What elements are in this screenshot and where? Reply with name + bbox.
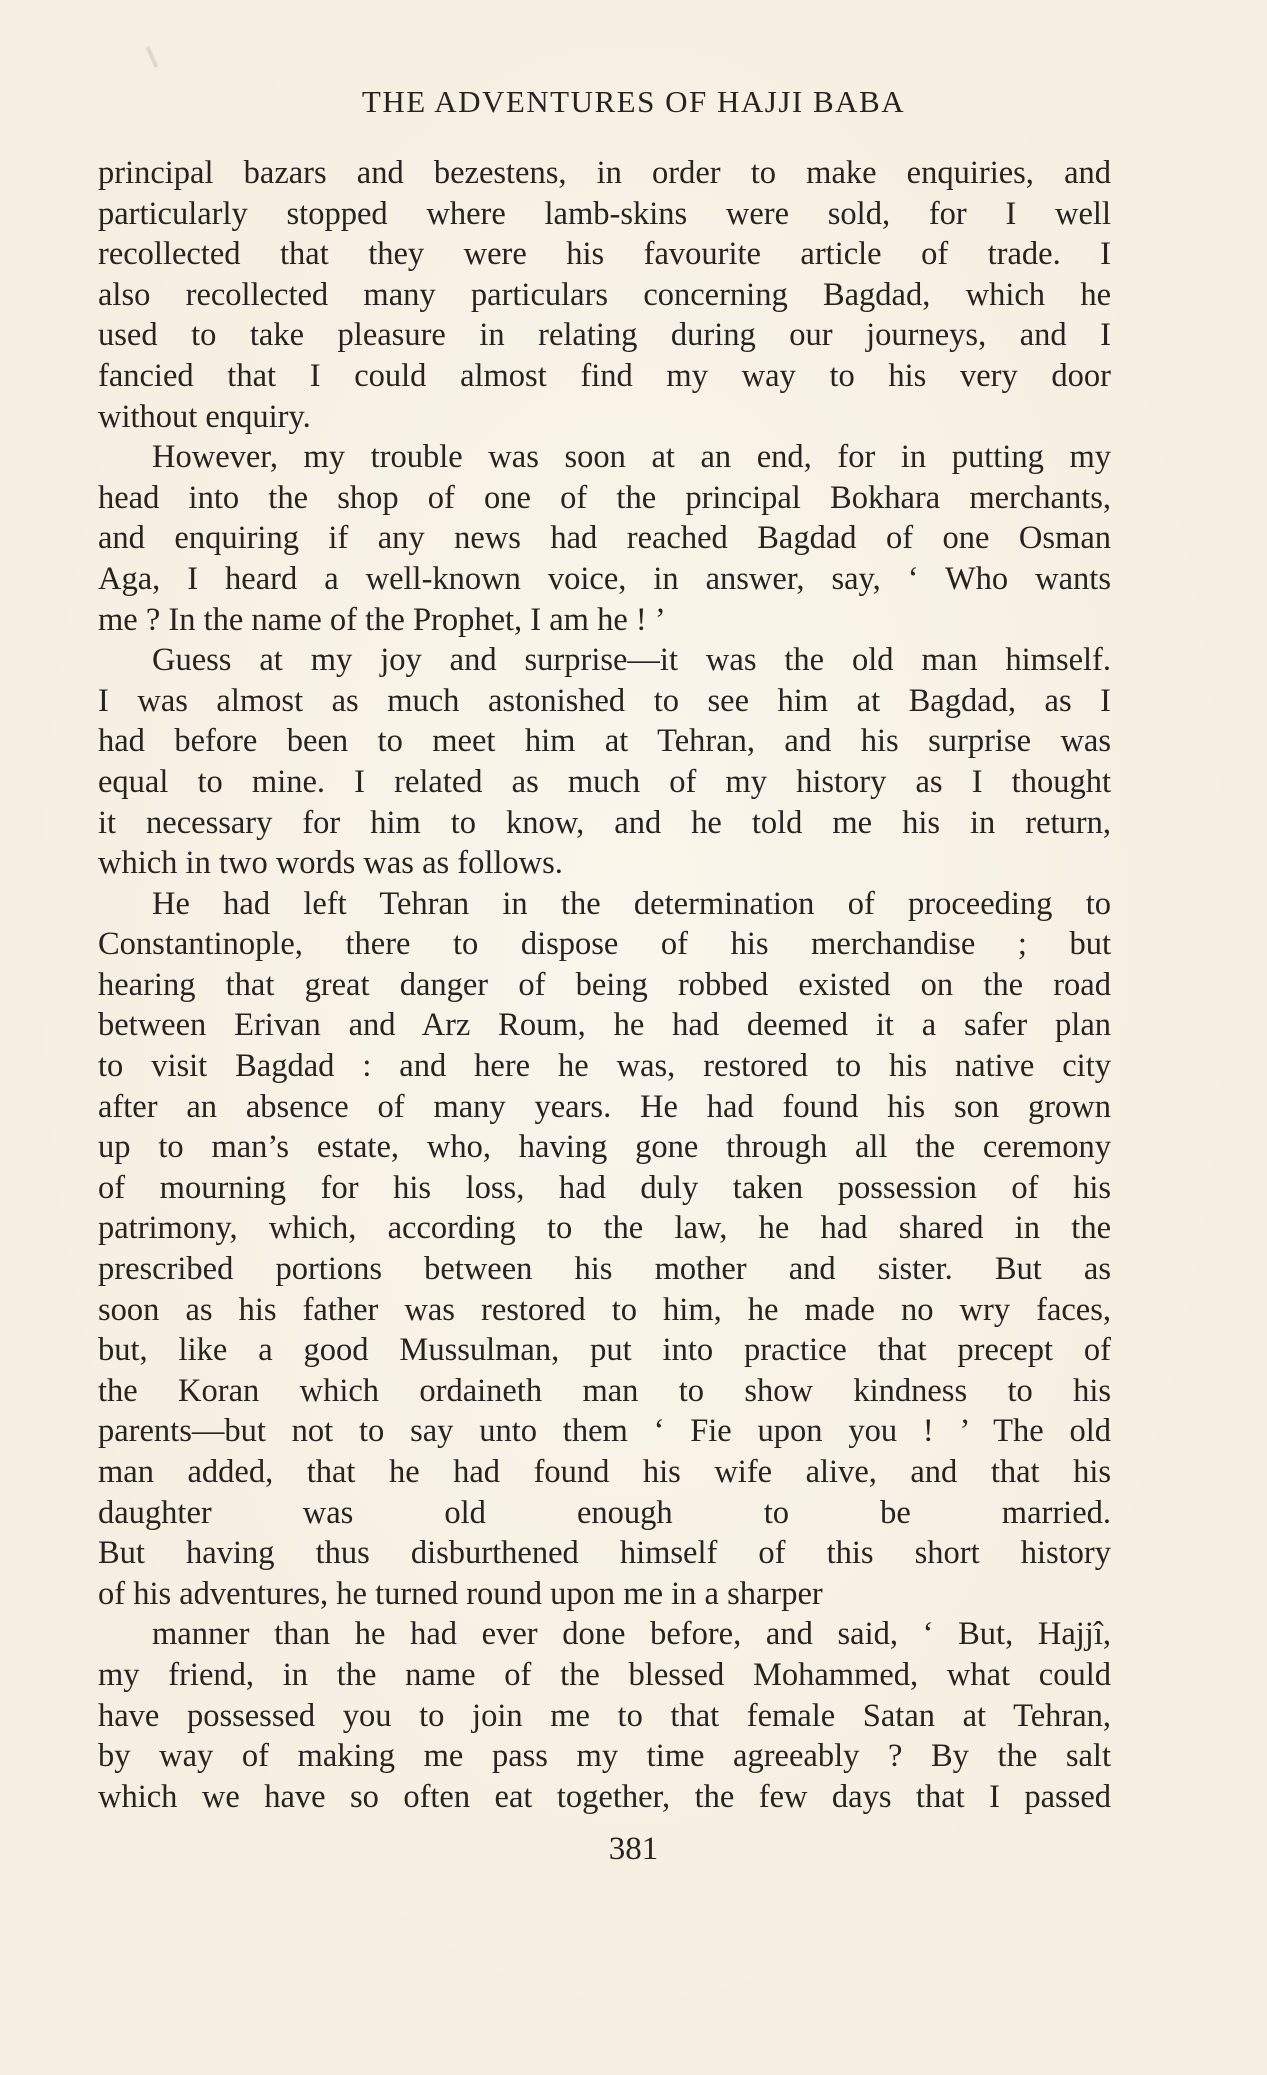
text-line: without enquiry.: [98, 398, 311, 435]
text-line: prescribed portions between his mother and sister. But as: [98, 1251, 1111, 1288]
text-line: but, like a good Mussulman, put into practice that precept of: [98, 1332, 1111, 1369]
text-line: I was almost as much astonished to see him at Bagdad, as I: [98, 682, 1111, 719]
text-line: between Erivan and Arz Roum, he had deemed it a safer plan: [98, 1007, 1111, 1044]
text-line: Aga, I heard a well-known voice, in answer, say, ‘ Who wants: [98, 560, 1111, 597]
text-line: also recollected many particulars concerning Bagdad, which he: [98, 276, 1111, 313]
text-line: used to take pleasure in relating during our journeys, and I: [98, 317, 1111, 354]
text-line: daughter was old enough to be married.: [98, 1494, 1111, 1531]
text-line: principal bazars and bezestens, in order to make enquiries, and: [98, 155, 1111, 191]
text-line: the Koran which ordaineth man to show kindness to his: [98, 1372, 1111, 1409]
text-line: equal to mine. I related as much of my history as I thought: [98, 763, 1111, 800]
running-head: THE ADVENTURES OF HAJJI BABA: [361, 84, 906, 119]
paper-mark: [146, 46, 159, 68]
text-line: recollected that they were his favourite article of trade. I: [98, 236, 1111, 273]
text-line: manner than he had ever done before, and said, ‘ But, Hajjî,: [152, 1616, 1111, 1653]
text-line: me ? In the name of the Prophet, I am he ! ’: [98, 601, 666, 638]
text-line: had before been to meet him at Tehran, and his surprise was: [98, 723, 1111, 760]
text-line: Guess at my joy and surprise—it was the old man himself.: [152, 642, 1111, 679]
text-line: man added, that he had found his wife alive, and that his: [98, 1454, 1111, 1490]
text-line: after an absence of many years. He had found his son grown: [98, 1088, 1111, 1125]
text-line: head into the shop of one of the principal Bokhara merchants,: [98, 479, 1111, 516]
text-line: fancied that I could almost find my way to his very door: [98, 357, 1111, 394]
text-line: parents—but not to say unto them ‘ Fie upon you ! ’ The old: [98, 1413, 1111, 1450]
text-line: by way of making me pass my time agreeably ? By the salt: [98, 1738, 1111, 1775]
text-line: But having thus disburthened himself of this short history: [98, 1535, 1111, 1572]
text-line: to visit Bagdad : and here he was, restored to his native city: [98, 1048, 1111, 1085]
text-line: hearing that great danger of being robbed existed on the road: [98, 966, 1111, 1003]
text-line: up to man’s estate, who, having gone through all the ceremony: [98, 1129, 1111, 1166]
page-number: 381: [608, 1831, 659, 1867]
text-line: patrimony, which, according to the law, he had shared in the: [98, 1210, 1111, 1247]
text-line: have possessed you to join me to that female Satan at Tehran,: [98, 1697, 1111, 1734]
text-line: my friend, in the name of the blessed Mohammed, what could: [98, 1656, 1111, 1693]
text-line: soon as his father was restored to him, he made no wry faces,: [98, 1291, 1111, 1328]
text-line: Constantinople, there to dispose of his merchandise ; but: [98, 926, 1111, 963]
text-line: which we have so often eat together, the few days that I passed: [98, 1778, 1111, 1815]
text-line: He had left Tehran in the determination of proceeding to: [152, 885, 1111, 922]
text-line: which in two words was as follows.: [98, 845, 563, 882]
text-line: it necessary for him to know, and he told me his in return,: [98, 804, 1111, 841]
text-line: of his adventures, he turned round upon me in a sharper: [98, 1575, 823, 1612]
text-line: However, my trouble was soon at an end, for in putting my: [152, 439, 1111, 476]
body-text: [98, 153, 1111, 1899]
text-line: particularly stopped where lamb-skins were sold, for I well: [98, 195, 1111, 232]
text-line: of mourning for his loss, had duly taken possession of his: [98, 1169, 1111, 1206]
text-line: and enquiring if any news had reached Bagdad of one Osman: [98, 520, 1111, 557]
